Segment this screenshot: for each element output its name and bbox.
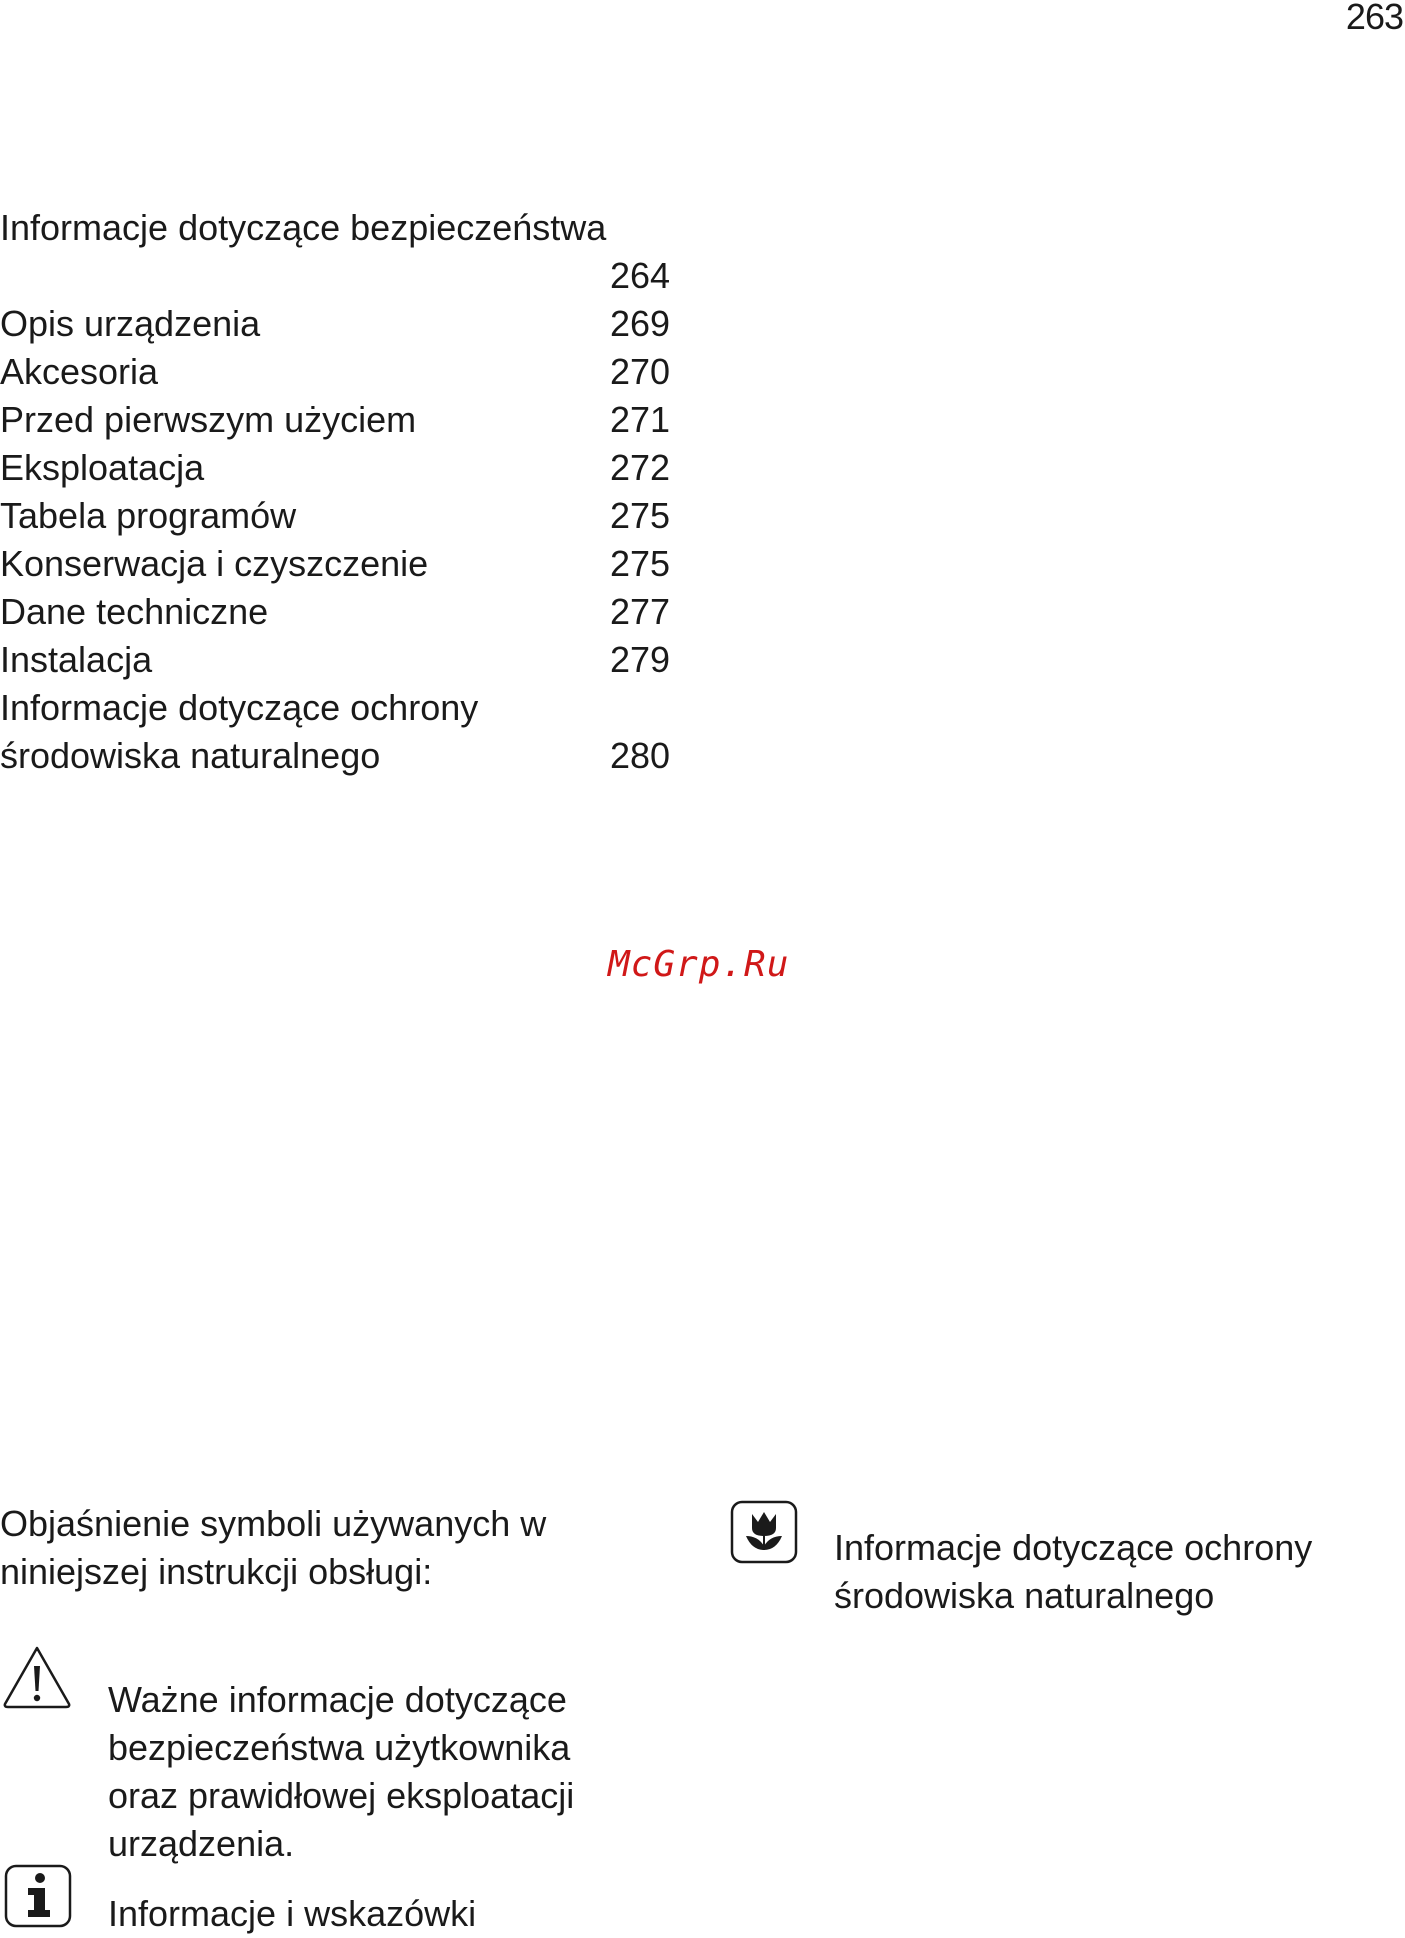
toc-item-title: Dane techniczne [0, 591, 269, 632]
toc-item[interactable] [0, 540, 690, 588]
legend-environment-text: Informacje dotyczące ochrony środowiska naturalnego [834, 1527, 1313, 1616]
toc-item-page: 280 [610, 735, 671, 776]
toc-item[interactable] [0, 396, 690, 444]
toc-item[interactable] [0, 636, 690, 684]
toc-item-title: Akcesoria [0, 351, 159, 392]
toc-item-title: Instalacja [0, 639, 153, 680]
toc-item-title: Opis urządzenia [0, 303, 261, 344]
toc-item[interactable] [0, 348, 690, 396]
toc-item-page: 269 [610, 303, 671, 344]
environment-flower-icon [730, 1500, 798, 1564]
toc-item-title: Przed pierwszym użyciem [0, 399, 417, 440]
toc-item-title: Tabela programów [0, 495, 297, 536]
toc-item-page: 275 [610, 543, 671, 584]
toc-item-title: Konserwacja i czyszczenie [0, 543, 429, 584]
toc-item[interactable] [0, 588, 690, 636]
toc-item[interactable] [0, 444, 690, 492]
legend-warning-text: Ważne informacje dotyczące bezpieczeństwa użytkownika oraz prawidłowej eksploatacji urządzenia. [108, 1679, 575, 1864]
toc-item-title: Eksploatacja [0, 447, 205, 488]
legend-info-text: Informacje i wskazówki [108, 1893, 477, 1934]
toc-item-page: 275 [610, 495, 671, 536]
toc-item-page: 264 [610, 255, 671, 296]
toc-item-page: 271 [610, 399, 671, 440]
toc-item[interactable] [0, 684, 690, 780]
info-icon [4, 1864, 72, 1928]
watermark: McGrp.Ru [608, 944, 790, 985]
toc-item-title: Informacje dotyczące ochrony środowiska naturalnego [0, 687, 479, 776]
warning-triangle-icon [2, 1644, 72, 1710]
toc-item-page: 272 [610, 447, 671, 488]
toc-item[interactable] [0, 204, 690, 300]
legend-intro: Objaśnienie symboli używanych w niniejszej instrukcji obsługi: [0, 1503, 547, 1592]
toc-item-page: 270 [610, 351, 671, 392]
toc-item[interactable] [0, 492, 690, 540]
table-of-contents [0, 204, 690, 780]
page-number: 263 [1345, 0, 1403, 37]
toc-item-title: Informacje dotyczące bezpieczeństwa [0, 207, 607, 248]
toc-item-page: 279 [610, 639, 671, 680]
toc-item-page: 277 [610, 591, 671, 632]
toc-item[interactable] [0, 300, 690, 348]
